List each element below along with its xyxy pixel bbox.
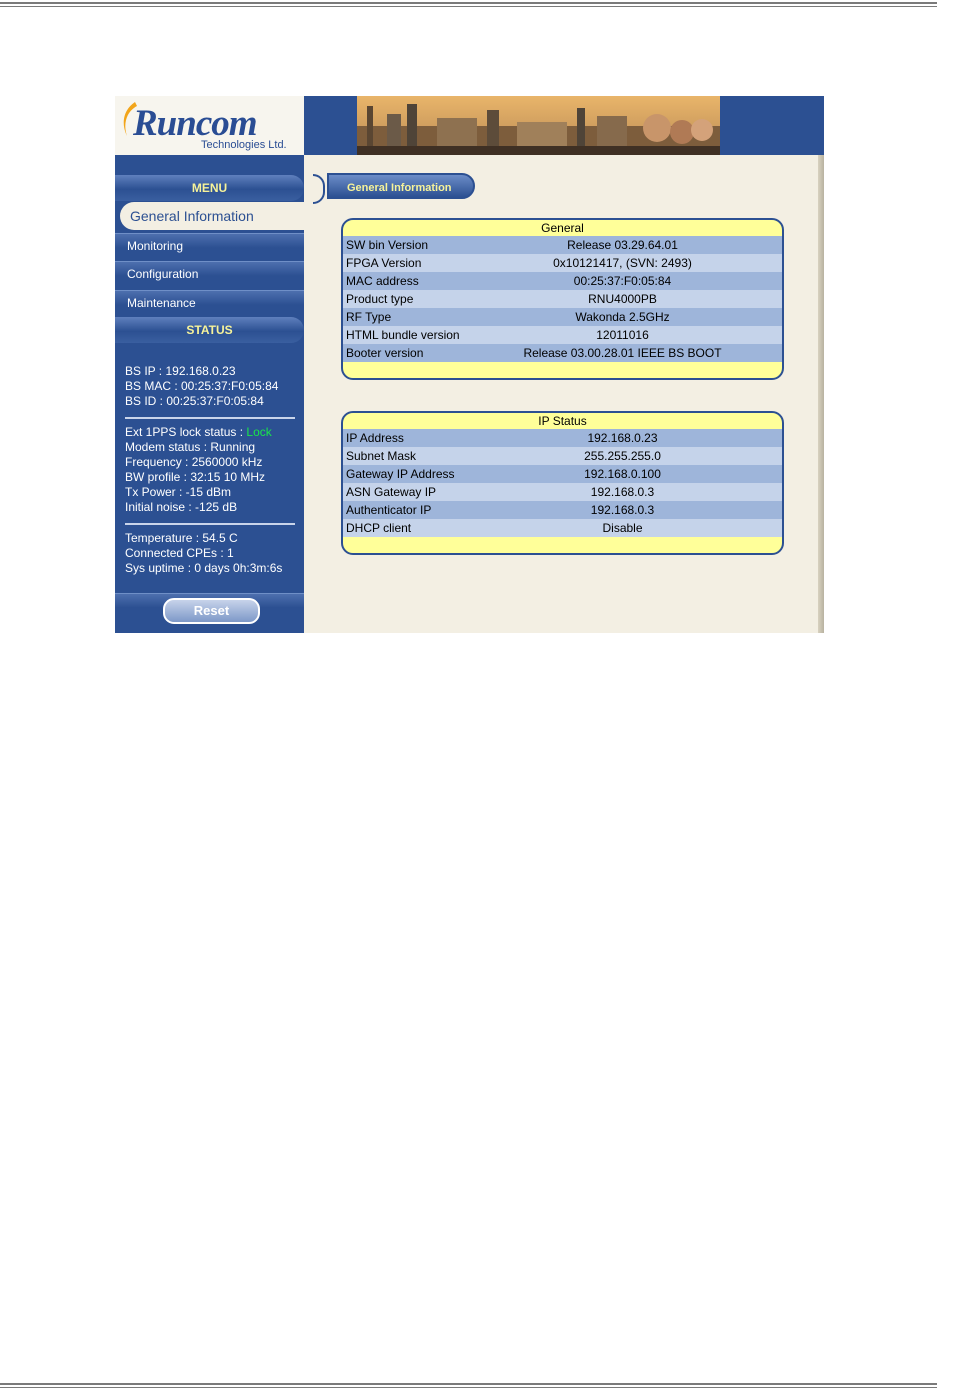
- row-value: Disable: [602, 521, 643, 535]
- table-row: [343, 483, 782, 501]
- row-value: 192.168.0.100: [584, 467, 661, 481]
- top-page-rule: [0, 2, 937, 7]
- row-key: MAC address: [346, 274, 419, 288]
- bottom-page-rule: [0, 1383, 937, 1388]
- row-value: 0x10121417, (SVN: 2493): [553, 256, 692, 270]
- row-key: Gateway IP Address: [346, 467, 455, 481]
- header-banner-image: [357, 96, 720, 155]
- ip-status-panel-title: IP Status: [538, 414, 587, 428]
- system-info: [125, 531, 282, 576]
- row-key: Subnet Mask: [346, 449, 417, 463]
- row-value: Release 03.29.64.01: [567, 238, 678, 252]
- row-key: RF Type: [346, 310, 392, 324]
- table-row: [343, 272, 782, 290]
- breadcrumb-notch: [313, 174, 325, 204]
- general-panel-footer: [343, 362, 782, 378]
- logo-text: Runcom: [133, 103, 257, 144]
- table-row: [343, 326, 782, 344]
- table-row: [343, 254, 782, 272]
- general-panel: [341, 218, 784, 380]
- ip-status-panel-footer: [343, 537, 782, 553]
- general-table: [343, 236, 782, 362]
- temperature: Temperature : 54.5 C: [125, 531, 238, 545]
- table-row: [343, 519, 782, 537]
- table-row: [343, 308, 782, 326]
- status-header: STATUS: [115, 317, 304, 343]
- menu-header: MENU: [115, 175, 304, 201]
- breadcrumb: General Information: [327, 173, 475, 199]
- initial-noise: Initial noise : -125 dB: [125, 500, 238, 514]
- table-row: [343, 236, 782, 254]
- table-row: [343, 344, 782, 362]
- lock-status: [125, 425, 272, 440]
- row-value: 00:25:37:F0:05:84: [573, 274, 672, 288]
- row-key: Authenticator IP: [346, 503, 432, 517]
- row-value: 255.255.255.0: [584, 449, 661, 463]
- logo: [115, 96, 304, 155]
- logo-subtitle: Technologies Ltd.: [201, 139, 287, 151]
- table-row: [343, 501, 782, 519]
- lock-status-value: Lock: [246, 425, 272, 439]
- row-key: ASN Gateway IP: [346, 485, 437, 499]
- bs-mac: BS MAC : 00:25:37:F0:05:84: [125, 379, 279, 393]
- table-row: [343, 290, 782, 308]
- sys-uptime: Sys uptime : 0 days 0h:3m:6s: [125, 561, 283, 575]
- lock-status-label: Ext 1PPS lock status :: [125, 425, 244, 439]
- logout-link[interactable]: Logout: [941, 136, 978, 150]
- row-value: 192.168.0.3: [590, 485, 655, 499]
- table-row: [343, 447, 782, 465]
- row-value: 192.168.0.3: [590, 503, 655, 517]
- row-value: 12011016: [596, 328, 649, 342]
- sidebar-item-monitoring[interactable]: Monitoring: [115, 233, 304, 257]
- sidebar-item-general-information[interactable]: General Information: [120, 202, 304, 230]
- sidebar: [115, 155, 304, 633]
- sidebar-item-maintenance[interactable]: Maintenance: [115, 290, 304, 314]
- header-band: [304, 96, 978, 155]
- row-value: RNU4000PB: [588, 292, 657, 306]
- row-key: IP Address: [346, 431, 404, 445]
- row-key: DHCP client: [346, 521, 412, 535]
- bs-id: BS ID : 00:25:37:F0:05:84: [125, 394, 264, 408]
- radio-info: [125, 425, 272, 515]
- row-value: Wakonda 2.5GHz: [575, 310, 670, 324]
- status-divider: [125, 417, 295, 419]
- web-ui-frame: [115, 96, 978, 633]
- row-value: Release 03.00.28.01 IEEE BS BOOT: [523, 346, 722, 360]
- bs-info: [125, 364, 278, 409]
- table-row: [343, 429, 782, 447]
- ip-status-table: [343, 429, 782, 537]
- sidebar-item-configuration[interactable]: Configuration: [115, 261, 304, 285]
- general-panel-title: General: [541, 221, 584, 235]
- frequency: Frequency : 2560000 kHz: [125, 455, 263, 469]
- row-key: SW bin Version: [346, 238, 429, 252]
- row-value: 192.168.0.23: [587, 431, 658, 445]
- row-key: Booter version: [346, 346, 424, 360]
- bw-profile: BW profile : 32:15 10 MHz: [125, 470, 266, 484]
- ip-status-panel: [341, 411, 784, 555]
- reset-button[interactable]: Reset: [163, 598, 260, 624]
- tx-power: Tx Power : -15 dBm: [125, 485, 232, 499]
- table-row: [343, 465, 782, 483]
- row-key: Product type: [346, 292, 414, 306]
- connected-cpes: Connected CPEs : 1: [125, 546, 234, 560]
- row-key: FPGA Version: [346, 256, 422, 270]
- status-divider: [125, 523, 295, 525]
- bs-ip: BS IP : 192.168.0.23: [125, 364, 236, 378]
- row-key: HTML bundle version: [346, 328, 460, 342]
- content-edge: [818, 155, 824, 633]
- modem-status: Modem status : Running: [125, 440, 256, 454]
